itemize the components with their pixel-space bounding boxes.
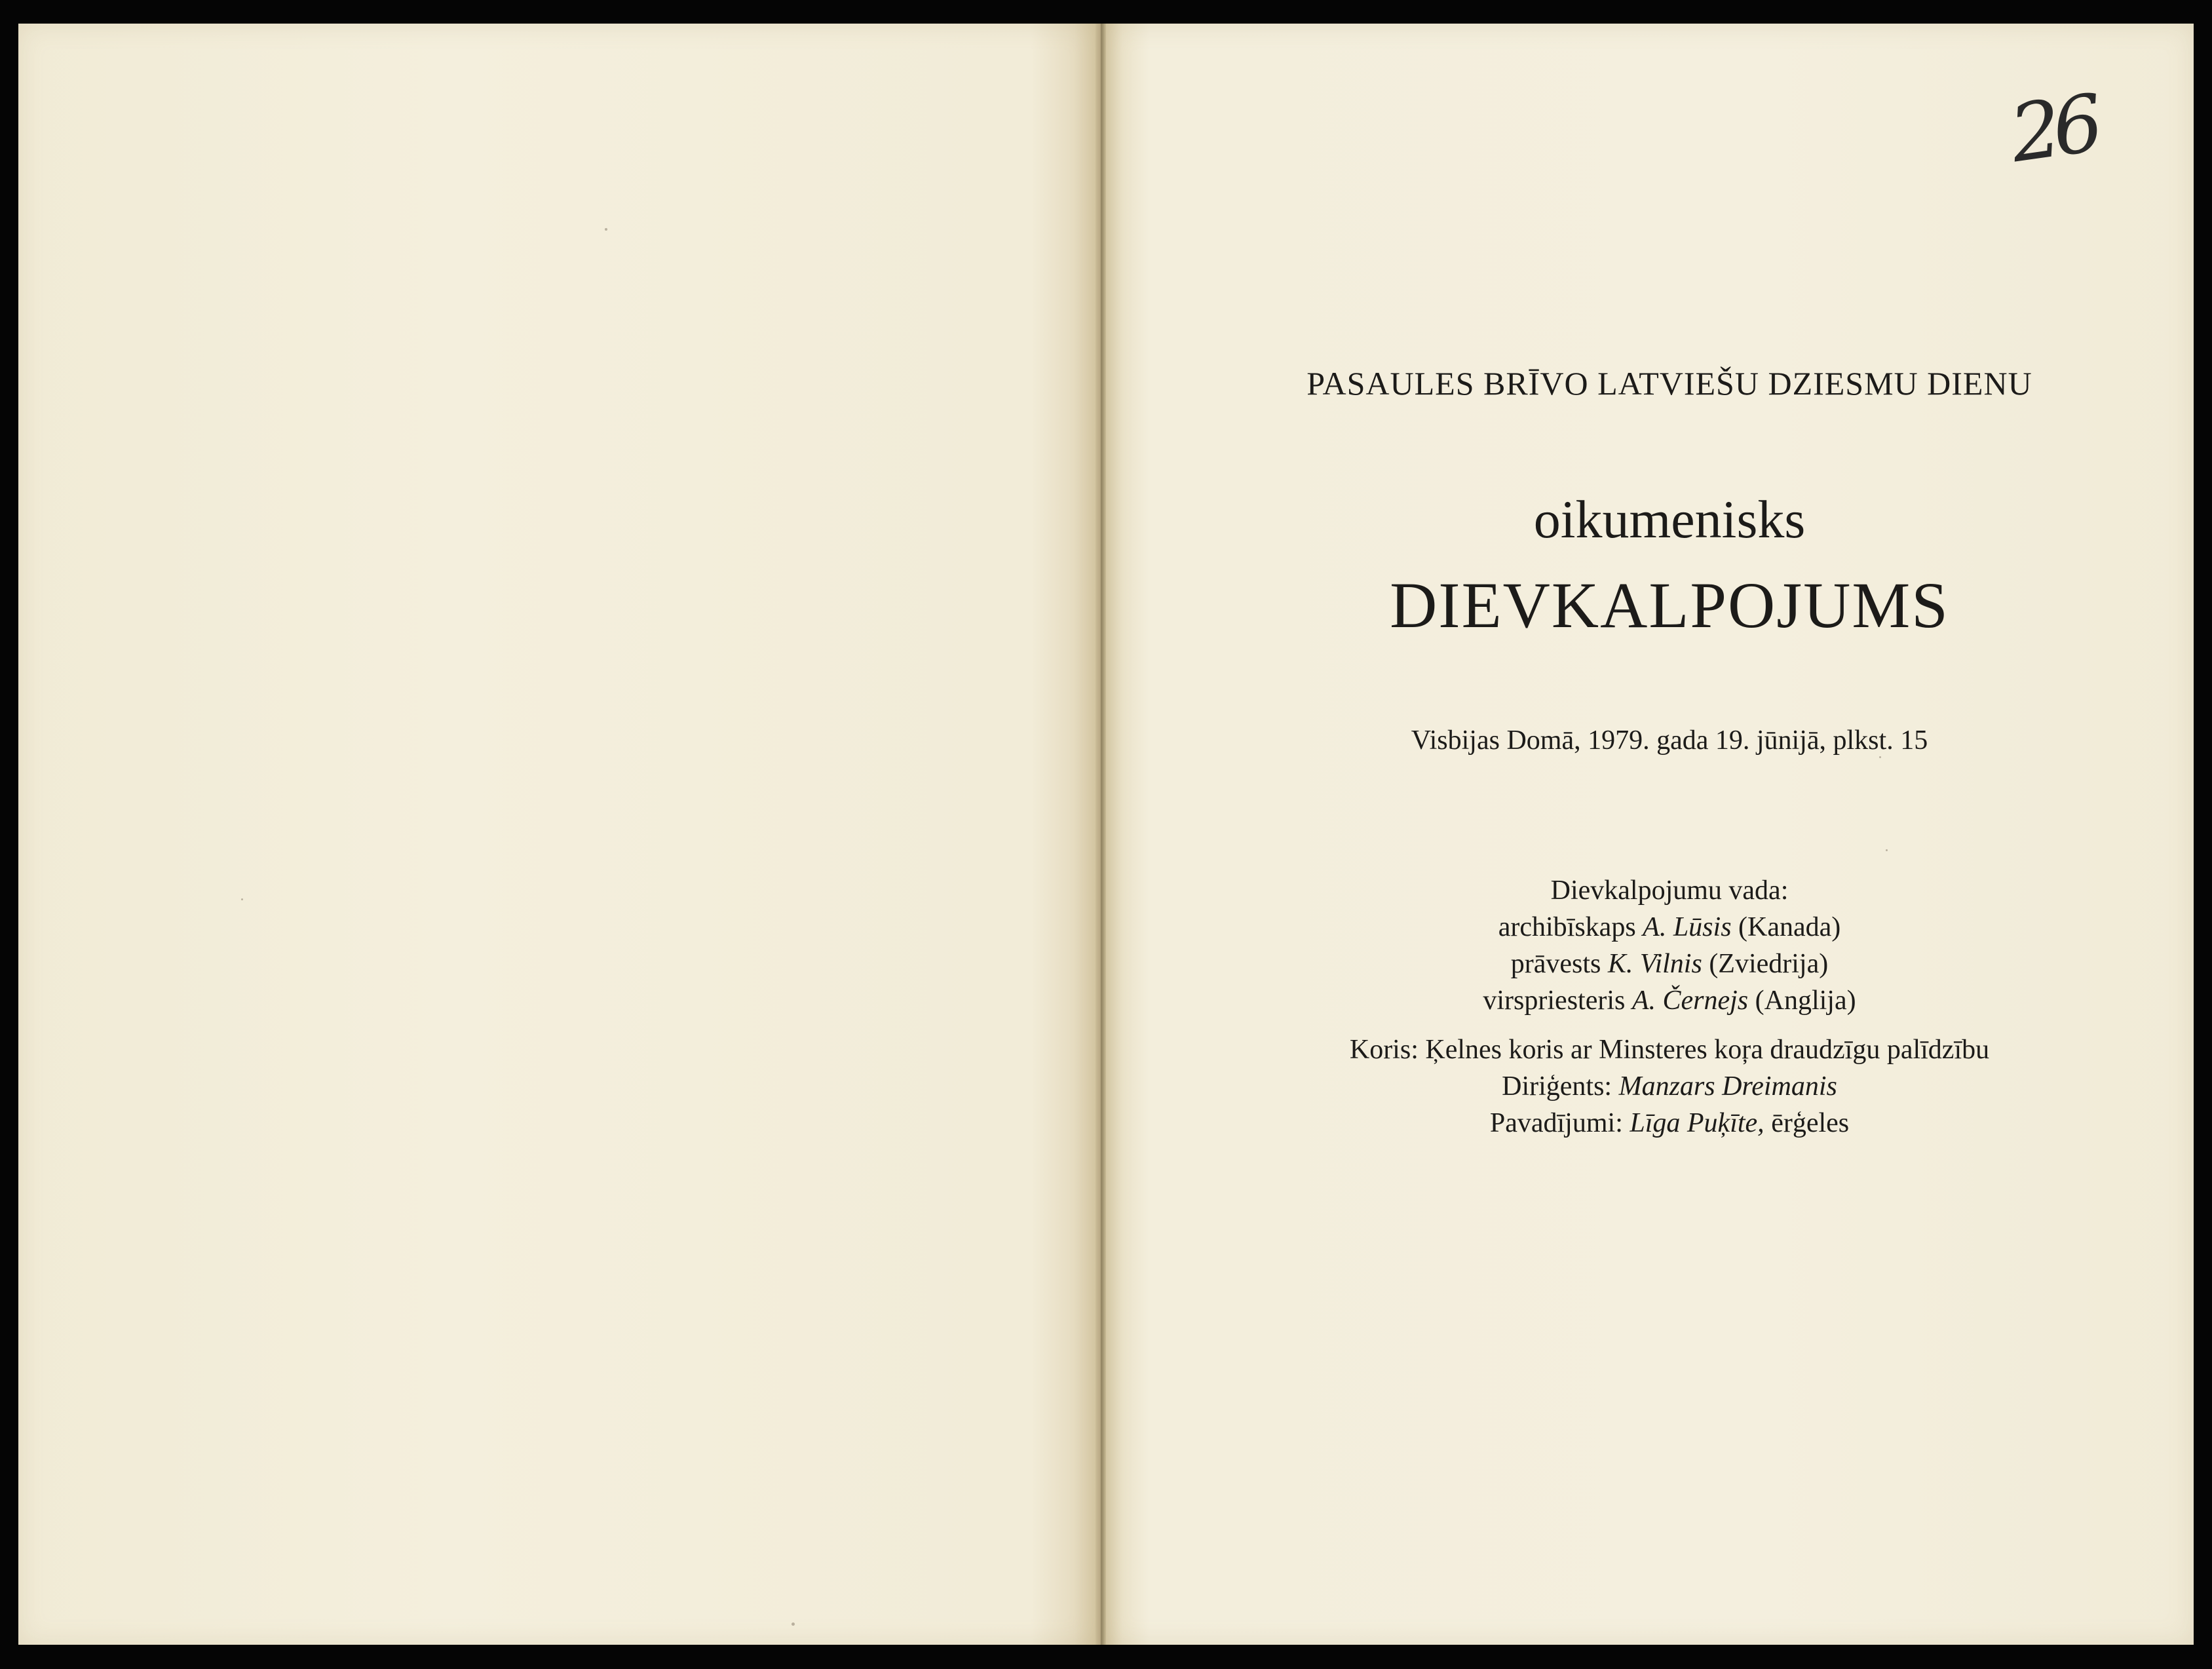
paper-speck [605,228,607,231]
leader-role: archibīskaps [1498,912,1636,942]
leader-line [1198,982,2141,1019]
leader-line [1198,909,2141,946]
organizer-heading: PASAULES BRĪVO LATVIEŠU DZIESMU DIENU [1306,365,2032,402]
leader-role: virspriesteris [1483,986,1626,1016]
music-credits-block [1198,1031,2141,1141]
service-title: DIEVKALPOJUMS [1390,569,1949,642]
paper-speck [1886,849,1888,851]
accompanist-name: Līga Puķīte, [1630,1108,1764,1138]
venue-date-line: Visbijas Domā, 1979. gada 19. jūnijā, plkst. 15 [1411,725,1928,756]
leader-role: prāvests [1510,949,1601,979]
accompaniment-instrument: ērģeles [1771,1108,1850,1138]
leader-name: A. Lūsis [1643,912,1732,942]
leader-country: (Anglija) [1755,986,1856,1016]
book-gutter [1096,24,1106,1645]
handwritten-page-number: 26 [2005,78,2102,181]
leader-line [1198,946,2141,982]
accompaniment-label: Pavadījumi: [1489,1108,1623,1138]
leaders-heading: Dievkalpojumu vada: [1550,875,1789,906]
service-subtitle: oikumenisks [1533,489,1806,549]
left-blank-page [18,24,1096,1645]
accompaniment-line [1198,1105,2141,1141]
service-leaders-block [1198,872,2141,1019]
leader-country: (Kanada) [1738,912,1841,942]
choir-line: Koris: Ķelnes koris ar Minsteres koŗa draudzīgu palīdzību [1349,1035,1990,1065]
title-page [1106,24,2194,1645]
paper-speck [1879,756,1881,758]
conductor-name: Manzars Dreimanis [1618,1071,1837,1102]
leader-name: A. Černejs [1631,986,1749,1016]
paper-speck [241,898,243,900]
conductor-label: Diriģents: [1502,1071,1612,1102]
leader-name: K. Vilnis [1607,949,1702,979]
conductor-line [1198,1068,2141,1105]
paper-speck [791,1622,795,1626]
leader-country: (Zviedrija) [1709,949,1829,979]
